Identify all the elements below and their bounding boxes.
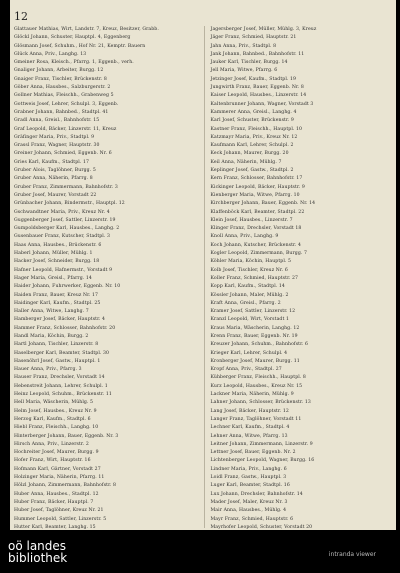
page-number: 12 [14, 10, 28, 23]
directory-entry: Helm Josef, Hausbes., Kreuz Nr. 9 [14, 408, 97, 414]
directory-entry: Klein Josef, Hausbes., Linzerstr. 7 [210, 217, 293, 223]
directory-entry: Knoll Anna, Priv., Langhg. 9 [210, 234, 279, 240]
directory-entry: Graf Leopold, Bäcker, Linzerstr. 11, Kreuz [14, 126, 117, 132]
directory-entry: Kronberger Josef, Maurer, Burgg. 11 [210, 358, 300, 364]
directory-entry: Haiden Franz, Bauer, Kreuz Nr. 17 [14, 292, 99, 298]
directory-entry: Grünbacher Johann, Bindermstr., Hauptpl. 12 [14, 201, 125, 207]
directory-entry: Gradl Anna, Greisl., Bahnhofstr. 15 [14, 118, 100, 124]
directory-entry: Hutter Karl, Beamter, Langhg. 15 [14, 524, 96, 530]
directory-entry: Kühberger Franz, Fleischh., Hauptpl. 8 [210, 375, 306, 381]
directory-entry: Gruber Anna, Näherin, Pfarrg. 8 [14, 176, 93, 182]
left-column [14, 26, 198, 528]
logo-line-2: bibliothek [8, 551, 68, 565]
directory-entry: Glück Anna, Priv., Langhg. 13 [14, 51, 87, 57]
directory-entry: Haller Anna, Witwe, Langhg. 7 [14, 309, 89, 315]
directory-entry: Greiner Johann, Schmied, Eggenb. Nr. 6 [14, 151, 112, 157]
directory-entry: Handl Maria, Köchin, Burgg. 2 [14, 333, 89, 339]
directory-entry: Hebenstreit Johann, Lehrer, Schulpl. 1 [14, 383, 108, 389]
directory-entry: Kaiser Leopold, Hausbes., Linzerstr. 14 [210, 93, 307, 99]
directory-entry: Hell Maria, Wäscherin, Mühlg. 5 [14, 400, 94, 406]
directory-entry: Keck Johann, Maurer, Burgg. 20 [210, 151, 289, 157]
directory-entry: Hinterberger Johann, Bauer, Eggenb. Nr. 3 [14, 433, 119, 439]
directory-entry: Gschwandtner Maria, Priv., Kreuz Nr. 4 [14, 209, 110, 215]
directory-entry: Gnaliger Johann, Arbeiter, Burgg. 12 [14, 68, 104, 74]
directory-entry: Koller Franz, Schmied, Hauptstr. 27 [210, 275, 299, 281]
directory-entry: Gusenbauer Franz, Kutscher, Stadtpl. 3 [14, 234, 111, 240]
directory-entry: Haas Anna, Hausbes., Brückenstr. 6 [14, 242, 102, 248]
directory-entry: Holzinger Maria, Näherin, Pfarrg. 11 [14, 475, 105, 481]
directory-entry: Glöckl Johann, Schuster, Hauptpl. 4, Eggenberg [14, 35, 131, 41]
directory-entry: Hammer Franz, Schlosser, Bahnhofstr. 20 [14, 325, 116, 331]
directory-entry: Krenn Franz, Bauer, Eggenb. Nr. 19 [210, 333, 298, 339]
directory-entry: Grassl Franz, Wagner, Hauptstr. 30 [14, 143, 100, 149]
directory-entry: Kropf Anna, Priv., Stadtpl. 27 [210, 367, 282, 373]
directory-entry: Göber Anna, Hausbes., Salzburgerstr. 2 [14, 85, 111, 91]
directory-entry: Kreuzer Johann, Schuhm., Bahnhofstr. 6 [210, 342, 309, 348]
document-page [10, 0, 396, 530]
directory-entry: Herzog Karl, Kaufm., Stadtpl. 6 [14, 416, 91, 422]
directory-entry: Luger Karl, Beamter, Stadtpl. 16 [210, 483, 290, 489]
directory-entry: Klinger Franz, Drechsler, Vorstadt 18 [210, 226, 302, 232]
directory-entry: Hofer Franz, Wirt, Hauptstr. 16 [14, 458, 91, 464]
directory-columns [14, 26, 394, 528]
directory-entry: Koch Johann, Kutscher, Brückenstr. 4 [210, 242, 301, 248]
directory-entry: Haidinger Karl, Kaufm., Stadtpl. 25 [14, 300, 101, 306]
directory-entry: Glattauer Mathias, Wirt, Landstr. 7, Kreuz, Besitzer, Grabb. [14, 27, 159, 32]
directory-entry: Jäger Franz, Schmied, Hauptstr. 21 [210, 35, 297, 41]
directory-entry: Hasenöhrl Josef, Gastw., Hauptpl. 1 [14, 358, 101, 364]
directory-entry: Grabner Johann, Bahnbed., Stadtpl. 41 [14, 109, 109, 115]
directory-entry: Lichtenberger Leopold, Wagner, Burgg. 16 [210, 458, 315, 464]
directory-entry: Hiebl Franz, Fleischh., Langhg. 10 [14, 425, 99, 431]
directory-entry: Kolb Josef, Tischler, Kreuz Nr. 6 [210, 267, 288, 273]
directory-entry: Haselberger Karl, Beamter, Stadtpl. 30 [14, 350, 110, 356]
column-divider [204, 26, 205, 528]
directory-entry: Keplinger Josef, Gastw., Stadtpl. 2 [210, 168, 294, 174]
directory-entry: Huber Josef, Taglöhner, Kreuz Nr. 21 [14, 508, 104, 514]
directory-entry: Kaufmann Karl, Lehrer, Schulpl. 2 [210, 143, 294, 149]
directory-entry: Kammerer Anna, Greisl., Langhg. 4 [210, 109, 297, 115]
directory-entry: Lindner Maria, Priv., Langhg. 6 [210, 466, 287, 472]
directory-entry: Gruber Josef, Maurer, Vorstadt 22 [14, 192, 97, 198]
directory-entry: Kranzl Leopold, Wirt, Vorstadt 1 [210, 317, 289, 323]
directory-entry: Hölzl Johann, Zimmermann, Bahnhofstr. 8 [14, 483, 117, 489]
directory-entry: Gruber Alois, Taglöhner, Burgg. 5 [14, 168, 96, 174]
directory-entry: Kössler Johann, Maler, Mühlg. 2 [210, 292, 289, 298]
directory-entry: Huber Franz, Bäcker, Hauptpl. 7 [14, 499, 94, 505]
directory-entry: Katzmayr Maria, Priv., Kreuz Nr. 12 [210, 134, 298, 140]
directory-entry: Haberl Johann, Müller, Mühlg. 1 [14, 251, 93, 257]
directory-entry: Kraft Anna, Greisl., Pfarrg. 2 [210, 300, 281, 306]
directory-entry: Kramer Josef, Sattler, Linzerstr. 12 [210, 309, 296, 315]
directory-entry: Hauser Franz, Drechsler, Vorstadt 14 [14, 375, 105, 381]
directory-entry: Lechner Karl, Kaufm., Stadtpl. 4 [210, 425, 290, 431]
logo-line-1: oö landes [8, 539, 67, 553]
directory-entry: Karl Josef, Schuster, Brückenstr. 9 [210, 118, 294, 124]
directory-entry: Loidl Franz, Gastw., Hauptpl. 3 [210, 475, 287, 481]
directory-entry: Kraus Maria, Wäscherin, Langhg. 12 [210, 325, 300, 331]
directory-entry: Gmeiner Rosa, Kleisch., Pfarrg. 1, Eggenb., verh. [14, 60, 134, 66]
directory-entry: Hauer Anna, Priv., Pfarrg. 3 [14, 367, 82, 373]
directory-entry: Jahn Anna, Priv., Stadtpl. 8 [210, 43, 277, 49]
directory-entry: Glösmann Josef, Schuhm., Hof Nr. 21, Kemptr. Bauern [14, 43, 146, 49]
library-logo[interactable] [8, 540, 67, 564]
directory-entry: Hamberger Josef, Bäcker, Hauptstr. 4 [14, 317, 106, 323]
directory-entry: Hacker Josef, Schneider, Burgg. 18 [14, 259, 100, 265]
directory-entry: Heinz Leopold, Schuhm., Brückenstr. 11 [14, 392, 112, 398]
directory-entry: Leitner Johann, Zimmermann, Linzerstr. 9 [210, 441, 313, 447]
directory-entry: Huber Anna, Hausbes., Stadtpl. 12 [14, 491, 99, 497]
directory-entry: Kickinger Leopold, Bäcker, Hauptstr. 9 [210, 184, 305, 190]
directory-entry: Lang Josef, Bäcker, Hauptstr. 12 [210, 408, 289, 414]
directory-entry: Hartl Johann, Tischler, Linzerstr. 8 [14, 342, 99, 348]
directory-entry: Kurz Leopold, Hausbes., Kreuz Nr. 15 [210, 383, 303, 389]
directory-entry: Hafner Leopold, Hafnermstr., Vorstadt 9 [14, 267, 113, 273]
directory-entry: Lettner Josef, Bauer, Eggenb. Nr. 2 [210, 450, 296, 456]
directory-entry: Mader Josef, Maler, Kreuz Nr. 3 [210, 499, 288, 505]
directory-entry: Gottweis Josef, Lehrer, Schulpl. 3, Eggenb. [14, 101, 119, 107]
directory-entry: Jell Maria, Witwe, Pfarrg. 6 [210, 68, 278, 74]
directory-entry: Hummer Leopold, Sattler, Linzerstr. 5 [14, 516, 107, 522]
directory-entry: Gries Karl, Kaufm., Stadtpl. 17 [14, 159, 89, 165]
directory-entry: Kastner Franz, Fleischh., Hauptpl. 10 [210, 126, 303, 132]
directory-entry: Jetzinger Josef, Kaufm., Stadtpl. 19 [210, 76, 297, 82]
directory-entry: Kogler Leopold, Zimmermann, Burgg. 7 [210, 251, 308, 257]
directory-entry: Jungwirth Franz, Bauer, Eggenb. Nr. 8 [210, 85, 304, 91]
directory-entry: Köhler Maria, Köchin, Hauptpl. 5 [210, 259, 292, 265]
directory-entry: Gruber Franz, Zimmermann, Bahnhofstr. 3 [14, 184, 118, 190]
directory-entry: Lahner Johann, Schlosser, Brückenstr. 13 [210, 400, 311, 406]
directory-entry: Kopp Karl, Kaufm., Stadtpl. 14 [210, 284, 285, 290]
directory-entry: Jagersberger Josef, Müller, Mühlg. 3, Kreuz [210, 27, 317, 32]
directory-entry: Klaffenböck Karl, Beamter, Stadtpl. 22 [210, 209, 305, 215]
directory-entry: Hofmann Karl, Gärtner, Vorstadt 27 [14, 466, 101, 472]
directory-entry: Langer Franz, Taglöhner, Vorstadt 11 [210, 416, 302, 422]
directory-entry: Kaltenbrunner Johann, Wagner, Vorstadt 3 [210, 101, 314, 107]
directory-entry: Mair Anna, Hausbes., Mühlg. 4 [210, 508, 287, 514]
directory-entry: Jauker Karl, Tischler, Burgg. 14 [210, 60, 288, 66]
directory-entry: Guggenberger Josef, Sattler, Linzerstr. 19 [14, 217, 116, 223]
directory-entry: Kern Franz, Schlosser, Bahnhofstr. 17 [210, 176, 303, 182]
directory-entry: Hochreiter Josef, Maurer, Burgg. 9 [14, 450, 99, 456]
directory-entry: Lehner Anna, Witwe, Pfarrg. 13 [210, 433, 288, 439]
directory-entry: Hager Maria, Greisl., Pfarrg. 14 [14, 275, 92, 281]
directory-entry: Lux Johann, Drechsler, Bahnhofstr. 14 [210, 491, 303, 497]
directory-entry: Jank Johann, Bahnbed., Bahnhofstr. 11 [210, 51, 305, 57]
directory-entry: Gräfinger Maria, Priv., Stadtpl. 9 [14, 134, 95, 140]
directory-entry: Hirsch Anna, Priv., Linzerstr. 2 [14, 441, 89, 447]
directory-entry: Kirchberger Johann, Bauer, Eggenb. Nr. 14 [210, 201, 316, 207]
directory-entry: Krieger Karl, Lehrer, Schulpl. 4 [210, 350, 288, 356]
directory-entry: Gollner Mathias, Fleischh., Grabenweg 5 [14, 93, 114, 99]
directory-entry: Mayrhofer Leopold, Schuster, Vorstadt 20 [210, 524, 313, 530]
directory-entry: Keil Anna, Näherin, Mühlg. 7 [210, 159, 282, 165]
directory-entry: Haider Johann, Fuhrwerker, Eggenb. Nr. 10 [14, 284, 121, 290]
directory-entry: Gnaiger Franz, Tischler, Brückenstr. 8 [14, 76, 107, 82]
directory-entry: Kienberger Maria, Witwe, Pfarrg. 10 [210, 192, 300, 198]
right-column [211, 26, 395, 528]
directory-entry: Gumpoldsberger Karl, Hausbes., Langhg. 2 [14, 226, 120, 232]
directory-entry: Mayr Franz, Schmied, Hauptstr. 6 [210, 516, 294, 522]
viewer-label: intranda viewer [328, 551, 376, 558]
directory-entry: Lackner Maria, Näherin, Mühlg. 9 [210, 392, 294, 398]
